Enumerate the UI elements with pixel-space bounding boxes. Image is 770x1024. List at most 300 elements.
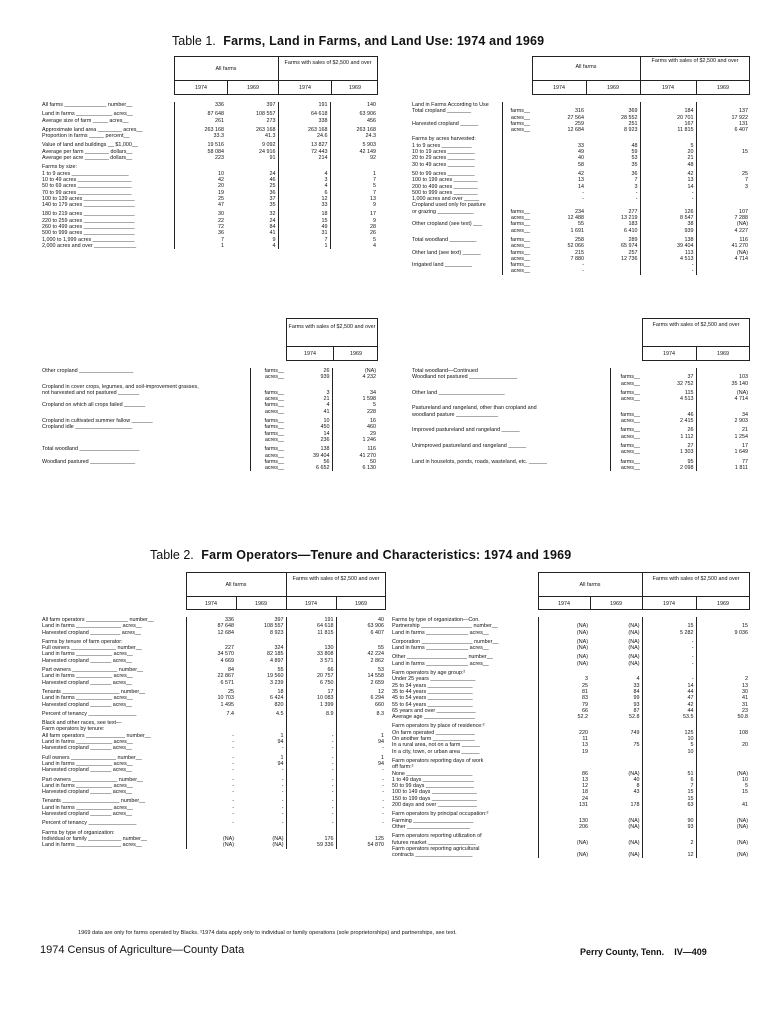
cell-value: 22: [218, 217, 224, 224]
cell-value: 7: [221, 236, 224, 243]
cell-value: -: [582, 262, 584, 269]
cell-value: 7: [373, 189, 376, 196]
cell-value: -: [236, 783, 286, 789]
cell-value: 6 424: [236, 695, 286, 701]
t1-other-cropland-table: [40, 368, 378, 471]
cell-value: 19: [218, 189, 224, 196]
row-label: Farms by tenure of farm operator:: [40, 639, 186, 645]
cell-value: acres__: [620, 464, 640, 471]
cell-value: 7: [586, 177, 640, 183]
row-label: Under 25 years _______________: [390, 676, 538, 682]
cell-value: acres__: [510, 255, 530, 262]
cell-value: 11: [582, 736, 588, 743]
cell-value: 20: [640, 149, 696, 155]
cell-value: 9: [373, 202, 376, 209]
cell-value: 6 750: [286, 680, 336, 686]
cell-value: -: [286, 777, 336, 783]
cell-value: -: [286, 745, 336, 751]
cell-value: 94: [378, 760, 384, 767]
cell-value: -: [232, 811, 234, 818]
cell-value: 43: [590, 789, 642, 795]
cell-value: 4.5: [236, 711, 286, 717]
cell-value: farms__: [510, 262, 530, 269]
cell-value: 11 815: [640, 127, 696, 133]
cell-value: 13 219: [586, 215, 640, 221]
cell-value: 53: [378, 667, 384, 674]
cell-value: acres__: [620, 418, 640, 425]
cell-value: 14 558: [367, 673, 384, 680]
row-label: 260 to 499 acres _________________: [40, 224, 174, 230]
cell-value: farms__: [264, 424, 284, 431]
cell-value: acres__: [620, 396, 640, 403]
cell-value: 369: [586, 108, 640, 114]
cell-value: 450: [286, 424, 332, 430]
cell-value: 13: [582, 776, 588, 783]
cell-value: 93: [590, 702, 642, 708]
cell-value: 41 270: [731, 243, 748, 250]
cell-value: 1 254: [734, 433, 748, 440]
row-label: off farm:²: [390, 764, 538, 770]
cell-value: 59 336: [286, 842, 336, 848]
row-label: Cropland idle ___________________: [40, 424, 250, 430]
cell-value: 87 648: [217, 623, 234, 630]
cell-value: 16: [370, 418, 376, 425]
row-label: 100 to 139 acres _________________: [40, 196, 174, 202]
cell-value: 23: [742, 707, 748, 714]
cell-value: 214: [278, 155, 330, 161]
cell-value: 1: [278, 243, 330, 249]
cell-value: 460: [367, 424, 376, 431]
cell-value: 52.8: [590, 714, 642, 720]
cell-value: 4 714: [734, 396, 748, 403]
cell-value: 28 552: [586, 115, 640, 121]
cell-value: 176: [286, 836, 336, 842]
cell-value: 2: [642, 840, 696, 846]
cell-value: 41.3: [226, 133, 278, 139]
cell-value: 75: [590, 742, 642, 748]
cell-value: farms__: [620, 374, 640, 381]
cell-value: (NA): [576, 852, 588, 859]
cell-value: 84: [228, 667, 234, 674]
cell-value: 12 488: [567, 215, 584, 222]
cell-value: -: [232, 760, 234, 767]
cell-value: farms__: [264, 458, 284, 465]
cell-value: 12: [642, 852, 696, 858]
cell-value: 1: [221, 242, 224, 249]
cell-value: 236: [286, 437, 332, 443]
cell-value: (NA): [590, 771, 642, 777]
cell-value: 103: [739, 374, 748, 381]
cell-value: 11 815: [286, 630, 336, 636]
cell-value: 15: [278, 218, 330, 224]
cell-value: 17: [286, 689, 336, 695]
cell-value: 4 513: [642, 396, 696, 402]
cell-value: 115: [642, 390, 696, 396]
cell-value: 17 922: [731, 114, 748, 121]
row-label: Land in farms ____________ acres__: [40, 695, 186, 701]
cell-value: farms__: [510, 108, 530, 115]
cell-value: 33: [578, 142, 584, 149]
row-label: Average per acre ________ dollars__: [40, 155, 174, 161]
cell-value: 51: [642, 771, 696, 777]
cell-value: 220: [579, 729, 588, 736]
t1-woodland-other-land-table: [410, 368, 750, 471]
row-label: 100 to 199 acres ________: [410, 177, 502, 183]
cell-value: 31: [278, 230, 330, 236]
cell-value: 77: [742, 458, 748, 465]
row-label: Individual or family ___________ number__: [40, 836, 186, 842]
cell-value: 5: [642, 742, 696, 748]
cell-value: 63 906: [367, 623, 384, 630]
row-label: Land in farms ____________ acres__: [40, 739, 186, 745]
cell-value: 81: [582, 688, 588, 695]
cell-value: 37: [642, 374, 696, 380]
cell-value: farms__: [510, 208, 530, 215]
row-label: Irrigated land _________: [410, 262, 502, 268]
cell-value: 19 560: [236, 673, 286, 679]
cell-value: 7: [745, 177, 748, 184]
cell-value: 91: [226, 155, 278, 161]
cell-value: 6 407: [734, 127, 748, 134]
row-label: Harvested cropland __________ acres__: [40, 630, 186, 636]
cell-value: 3: [586, 184, 640, 190]
row-label: Farm operators reporting agricultural: [390, 846, 538, 852]
cell-value: 32 752: [642, 381, 696, 387]
cell-value: 26: [370, 230, 376, 237]
cell-value: 261: [215, 117, 224, 124]
cell-value: 4: [590, 676, 642, 682]
cell-value: (NA): [590, 824, 642, 830]
cell-value: 2: [745, 676, 748, 683]
cell-value: 17: [742, 442, 748, 449]
table-row: [40, 243, 378, 249]
row-label: Harvested cropland ______: [410, 121, 502, 127]
cell-value: 40: [590, 777, 642, 783]
cell-value: 4: [278, 171, 330, 177]
cell-value: 41: [226, 230, 278, 236]
cell-value: -: [582, 189, 584, 196]
cell-value: 14: [578, 183, 584, 190]
row-label: Land in farms ____________ acres__: [40, 111, 174, 117]
cell-value: 6: [278, 190, 330, 196]
cell-value: 19: [582, 748, 588, 755]
cell-value: 259: [575, 120, 584, 127]
row-label: Farms by type of organization—Con.: [390, 617, 538, 623]
cell-value: 3: [278, 177, 330, 183]
cell-value: 56: [286, 459, 332, 465]
cell-value: [696, 268, 750, 274]
cell-value: 53.5: [642, 714, 696, 720]
cell-value: 8 923: [236, 630, 286, 636]
cell-value: 42 224: [367, 651, 384, 658]
cell-value: 8.9: [286, 711, 336, 717]
cell-value: 55: [236, 667, 286, 673]
cell-value: 1 811: [734, 464, 748, 471]
cell-value: acres__: [264, 452, 284, 459]
row-label: Harvested cropland _______ acres__: [40, 658, 186, 664]
cell-value: 1: [381, 732, 384, 739]
cell-value: (NA): [576, 654, 588, 661]
cell-value: (NA): [590, 630, 642, 636]
cell-value: 8: [590, 783, 642, 789]
cell-value: 41: [742, 802, 748, 809]
cell-value: 25: [226, 183, 278, 189]
row-label: [40, 465, 250, 471]
row-label: Land in farms ____________ acres__: [40, 783, 186, 789]
cell-value: -: [232, 739, 234, 746]
cell-value: 40: [578, 155, 584, 162]
row-label: Harvested cropland _______ acres__: [40, 702, 186, 708]
cell-value: 41: [742, 695, 748, 702]
cell-value: 10: [218, 170, 224, 177]
cell-value: (NA): [576, 645, 588, 652]
cell-value: -: [236, 745, 286, 751]
cell-value: -: [286, 789, 336, 795]
cell-value: 24.6: [278, 133, 330, 139]
row-label: 50 to 69 acres __________________: [40, 183, 174, 189]
row-label: 500 to 999 acres ________: [410, 190, 502, 196]
cell-value: 15: [742, 149, 748, 156]
cell-value: (NA): [364, 368, 376, 374]
cell-value: -: [286, 820, 336, 826]
cell-value: 20 757: [286, 673, 336, 679]
row-label: In a rural area, not on a farm ______: [390, 742, 538, 748]
cell-value: 12 684: [217, 629, 234, 636]
cell-value: 939: [286, 374, 332, 380]
row-label: Land in farms _______________ acres__: [40, 623, 186, 629]
cell-value: 138: [640, 237, 696, 243]
cell-value: 113: [640, 250, 696, 256]
cell-value: 24: [582, 795, 588, 802]
cell-value: acres__: [620, 380, 640, 387]
cell-value: -: [286, 798, 336, 804]
cell-value: [586, 268, 640, 274]
table-row: [40, 111, 378, 117]
cell-value: 1: [236, 733, 286, 739]
cell-value: (NA): [590, 818, 642, 824]
cell-value: 54 870: [367, 842, 384, 849]
cell-value: -: [642, 676, 696, 682]
cell-value: 42 149: [359, 148, 376, 155]
cell-value: 140: [367, 102, 376, 108]
cell-value: 93: [642, 824, 696, 830]
cell-value: 25: [582, 682, 588, 689]
cell-value: 63 906: [359, 111, 376, 118]
cell-value: 94: [236, 761, 286, 767]
cell-value: 72: [218, 224, 224, 231]
cell-value: 20: [742, 742, 748, 749]
cell-value: 1 691: [570, 227, 584, 234]
row-label: Farming ____________________: [390, 818, 538, 824]
cell-value: 4: [373, 242, 376, 249]
cell-value: 456: [367, 117, 376, 124]
cell-value: 46: [226, 177, 278, 183]
cell-value: 289: [586, 237, 640, 243]
row-label: Other cropland (see text) ___: [410, 221, 502, 227]
cell-value: 131: [579, 802, 588, 809]
row-label: 30 to 49 acres _________: [410, 162, 502, 168]
cell-value: -: [586, 196, 640, 202]
cell-value: 251: [586, 121, 640, 127]
cell-value: 9: [226, 237, 278, 243]
cell-value: 5 282: [642, 630, 696, 636]
cell-value: -: [286, 811, 336, 817]
cell-value: -: [232, 745, 234, 752]
cell-value: 36: [586, 171, 640, 177]
cell-value: (NA): [736, 770, 748, 777]
table-row: [40, 465, 378, 471]
row-label: Farm operators reporting utilization of: [390, 833, 538, 839]
cell-value: 15: [642, 796, 696, 802]
cell-value: 257: [586, 250, 640, 256]
cell-value: 108: [739, 729, 748, 736]
cell-value: farms__: [620, 389, 640, 396]
cell-value: 7: [278, 237, 330, 243]
cell-value: 42: [218, 176, 224, 183]
row-label: Woodland not pastured ________________: [410, 374, 610, 380]
cell-value: 64 618: [278, 111, 330, 117]
cell-value: 12 684: [567, 127, 584, 134]
table-row: [40, 842, 386, 848]
row-label: 2,000 acres and over ______________: [40, 243, 174, 249]
cell-value: 66: [582, 707, 588, 714]
cell-value: 25: [742, 170, 748, 177]
cell-value: -: [382, 811, 384, 818]
cell-value: 58: [578, 161, 584, 168]
cell-value: 12: [278, 196, 330, 202]
cell-value: 8 923: [586, 127, 640, 133]
cell-value: acres__: [620, 433, 640, 440]
cell-value: 58 084: [207, 148, 224, 155]
cell-value: 1 495: [220, 701, 234, 708]
cell-value: acres__: [510, 227, 530, 234]
cell-value: 48: [586, 143, 640, 149]
cell-value: -: [286, 805, 336, 811]
cell-value: -: [232, 782, 234, 789]
cell-value: (NA): [590, 840, 642, 846]
table-row: [390, 852, 750, 858]
cell-value: 939: [640, 228, 696, 234]
cell-value: 29: [370, 430, 376, 437]
row-label: Harvested cropland _______ acres__: [40, 745, 186, 751]
cell-value: 72 443: [278, 149, 330, 155]
cell-value: 5: [373, 183, 376, 190]
row-label: Average age _________________: [390, 714, 538, 720]
cell-value: 49: [578, 149, 584, 156]
row-label: 220 to 259 acres _________________: [40, 218, 174, 224]
t2-characteristics-table: [390, 617, 750, 858]
row-label: Farms by acres harvested:: [410, 136, 502, 142]
cell-value: 18: [582, 789, 588, 796]
cell-value: 228: [367, 408, 376, 415]
row-label: Percent of tenancy ________________: [40, 820, 186, 826]
cell-value: (NA): [736, 249, 748, 256]
cell-value: 7: [642, 783, 696, 789]
row-label: Cropland used only for pasture: [410, 202, 502, 208]
cell-value: 10: [642, 736, 696, 742]
row-label: [410, 465, 610, 471]
cell-value: -: [640, 262, 696, 268]
row-label: All farm operators _____________ number__: [40, 733, 186, 739]
cell-value: (NA): [590, 654, 642, 660]
row-label: Other land ______________________: [410, 390, 610, 396]
cell-value: 1 598: [362, 396, 376, 403]
cell-value: acres__: [620, 449, 640, 456]
row-label: Proportion in farms _____ percent__: [40, 133, 174, 139]
row-label: futures market ________________: [390, 840, 538, 846]
row-label: Average size of farm _____ acres__: [40, 118, 174, 124]
cell-value: -: [236, 767, 286, 773]
cell-value: 2 903: [734, 418, 748, 425]
cell-value: 263 168: [226, 127, 278, 133]
t1-land-use-table: [410, 102, 750, 275]
cell-value: 35: [226, 202, 278, 208]
cell-value: 184: [640, 108, 696, 114]
row-label: 200 days and over _____________: [390, 802, 538, 808]
cell-value: 35: [586, 162, 640, 168]
cell-value: -: [382, 782, 384, 789]
cell-value: acres__: [264, 408, 284, 415]
row-label: Farms by type of organization:: [40, 830, 186, 836]
cell-value: 13: [582, 742, 588, 749]
cell-value: 336: [225, 617, 234, 623]
cell-value: -: [236, 777, 286, 783]
cell-value: 1: [381, 754, 384, 761]
cell-value: -: [382, 804, 384, 811]
row-label: Tenants ___________________ number__: [40, 689, 186, 695]
cell-value: 32: [226, 211, 278, 217]
row-label: Cropland in cover crops, legumes, and soil-improvement grasses,: [40, 384, 250, 390]
cell-value: (NA): [736, 817, 748, 824]
cell-value: 15: [742, 623, 748, 630]
footnote: 1969 data are only for farms operated by Blacks. ²1974 data apply only to individual or family operations (sole proprietorships) and partnerships, see text.: [78, 930, 457, 936]
cell-value: 87: [590, 708, 642, 714]
cell-value: -: [382, 789, 384, 796]
cell-value: 10 703: [217, 695, 234, 702]
row-label: 180 to 219 acres _________________: [40, 211, 174, 217]
cell-value: 4: [286, 402, 332, 408]
row-label: 10 to 19 acres _________: [410, 149, 502, 155]
cell-value: 9: [373, 217, 376, 224]
cell-value: 33.3: [213, 133, 224, 140]
t1a-all-farms: All farms: [215, 66, 237, 72]
cell-value: 137: [739, 108, 748, 115]
cell-value: 13: [640, 177, 696, 183]
cell-value: -: [286, 739, 336, 745]
cell-value: (NA): [222, 835, 234, 842]
cell-value: 15: [642, 623, 696, 629]
cell-value: 215: [575, 249, 584, 256]
cell-value: farms__: [264, 418, 284, 425]
cell-value: -: [236, 789, 286, 795]
cell-value: 17: [370, 211, 376, 218]
cell-value: 26: [642, 427, 696, 433]
cell-value: 27: [642, 443, 696, 449]
cell-value: 42: [578, 170, 584, 177]
cell-value: 7: [373, 176, 376, 183]
cell-value: 42: [642, 702, 696, 708]
row-label: Harvested cropland _______ acres__: [40, 680, 186, 686]
row-label: 1 to 49 days _________________: [390, 777, 538, 783]
row-label: 1 to 9 acres __________: [410, 143, 502, 149]
cell-value: 44: [642, 689, 696, 695]
cell-value: 25: [218, 195, 224, 202]
row-label: Land in farms ______________ acres__: [390, 630, 538, 636]
cell-value: 12 736: [586, 256, 640, 262]
row-label: Corporation _________________ number__: [390, 639, 538, 645]
cell-value: acres__: [510, 215, 530, 222]
cell-value: (NA): [736, 389, 748, 396]
